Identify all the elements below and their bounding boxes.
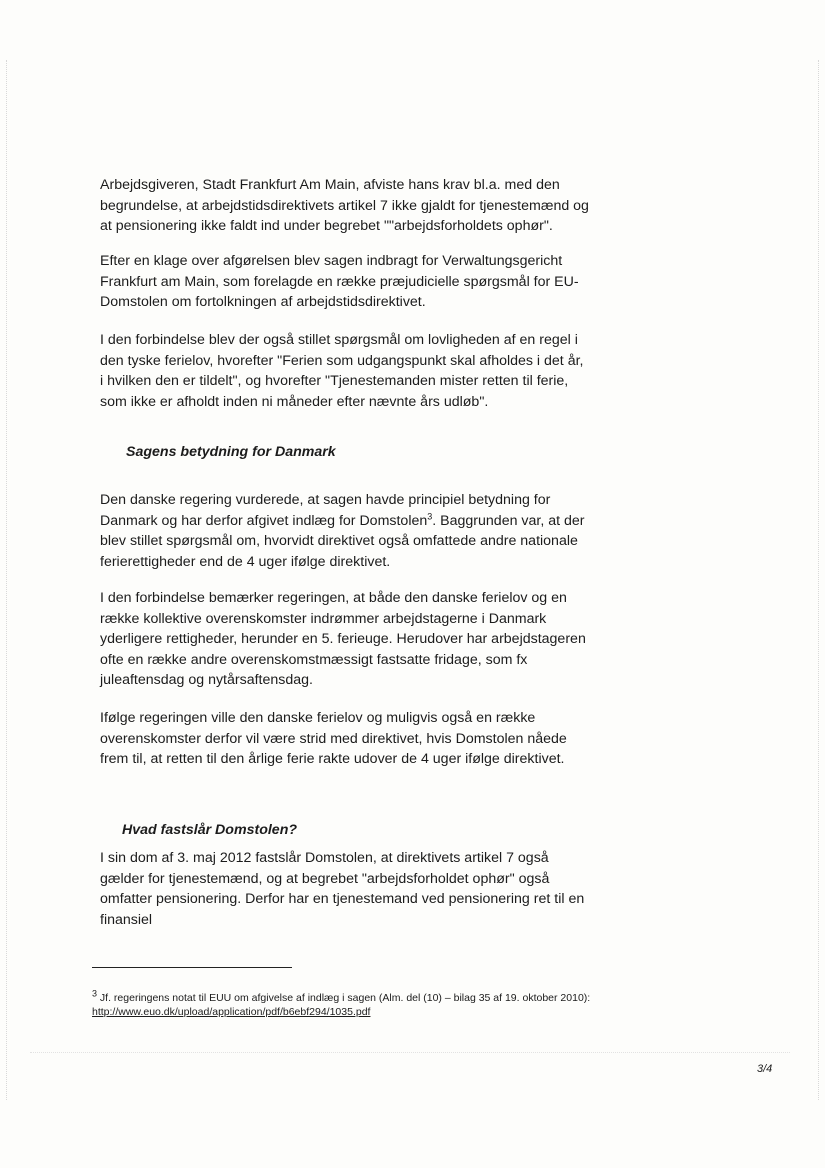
paragraph-complaint: Efter en klage over afgørelsen blev sagen indbragt for Verwaltungsgericht Frankfurt am Main, som forelagde en række præjudicielle spørgsmål for EU-Domstolen om fortolkningen af arbejdstidsdirektivet. [100, 253, 579, 311]
paragraph-danish-government [100, 490, 590, 572]
footnote-link[interactable]: http://www.euo.dk/upload/application/pdf/b6ebf294/1035.pdf [92, 1005, 371, 1018]
footnote-number: 3 [92, 988, 98, 999]
scan-artifact-left [6, 60, 8, 1100]
footnote-text: Jf. regeringens notat til EUU om afgivelse af indlæg i sagen (Alm. del (10) – bilag 35 af 19. oktober 2010): [97, 992, 591, 1004]
footnote-reference[interactable]: 3 [427, 510, 433, 521]
heading-court-ruling: Hvad fastslår Domstolen? [122, 822, 298, 838]
paragraph-government-view: Ifølge regeringen ville den danske ferielov og muligvis også en række overenskomster derfor vil være strid med direktivet, hvis Domstolen nåede frem til, at retten til den årlige ferie rakte udover de 4 uger ifølge direktivet. [100, 710, 567, 768]
heading-significance-denmark: Sagens betydning for Danmark [126, 444, 336, 460]
footnote-separator [92, 967, 292, 968]
paragraph-german-law: I den forbindelse blev der også stillet spørgsmål om lovligheden af en regel i den tyske ferielov, hvorefter "Ferien som udgangspunkt skal afholdes i det år, i hvilken den er tildelt", og hvorefter "Tjenestemanden mister retten til ferie, som ikke er afholdt inden ni måneder efter nævnte års udløb". [100, 332, 584, 410]
paragraph-text-part: . Baggrunden var, at der blev stillet spørgsmål om, hvorvidt direktivet også omfattede andre nationale ferierettigheder end de 4 uger ifølge direktivet. [100, 512, 585, 570]
paragraph-government-remarks: I den forbindelse bemærker regeringen, at både den danske ferielov og en række kollektive overenskomster indrømmer arbejdstagerne i Danmark yderligere rettigheder, herunder en 5. ferieuge. Herudover har arbejdstageren ofte en række andre overenskomstmæssigt fastsatte fridage, som fx juleaftensdag og nytårsaftensdag. [100, 590, 586, 689]
page-number: 3/4 [757, 1063, 773, 1075]
paragraph-employer-refusal: Arbejdsgiveren, Stadt Frankfurt Am Main, afviste hans krav bl.a. med den begrundelse, at arbejdstidsdirektivets artikel 7 ikke gjaldt for tjenestemænd og at pensionering ikke faldt ind under begrebet ""arbejdsforholdets ophør". [100, 177, 589, 235]
paragraph-court-ruling: I sin dom af 3. maj 2012 fastslår Domstolen, at direktivets artikel 7 også gælder for tjenestemænd, og at begrebet "arbejdsforholdet ophør" også omfatter pensionering. Derfor har en tjenestemand ved pensionering ret til en finansiel [100, 850, 585, 928]
footnote [92, 988, 592, 1019]
scan-artifact-right [818, 60, 820, 1100]
scan-artifact-bottom [30, 1052, 790, 1054]
paragraph-text-part: Den danske regering vurderede, at sagen havde principiel betydning for Danmark og har derfor afgivet indlæg for Domstolen [100, 492, 551, 529]
